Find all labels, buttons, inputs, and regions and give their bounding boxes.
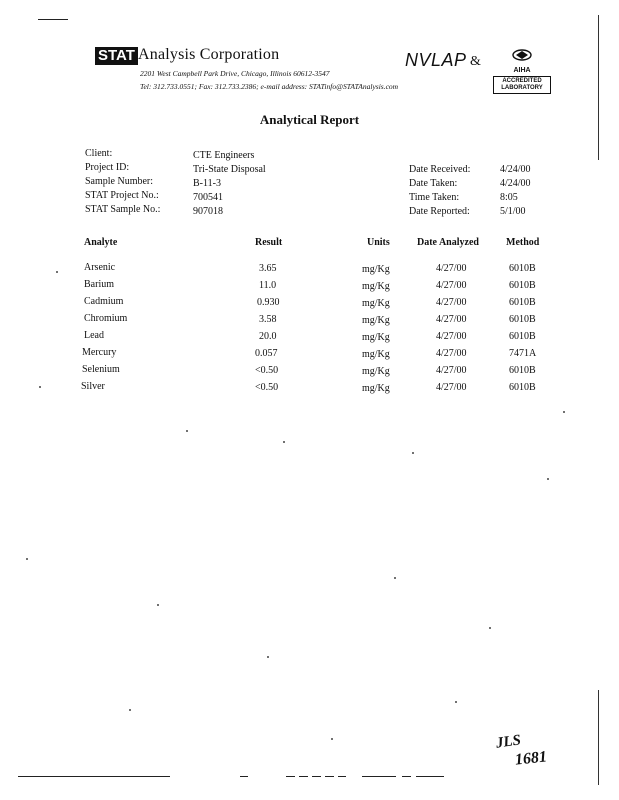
scan-speck [267,656,269,658]
scan-speck [547,478,549,480]
col-header-units: Units [367,237,390,248]
result-cell: 0.057 [255,348,278,359]
company-contact: Tel: 312.733.0551; Fax: 312.733.2386; e-mail address: STATinfo@STATAnalysis.com [140,82,399,91]
analyte-cell: Mercury [82,347,117,358]
date-info-values [500,163,531,219]
units-cell: mg/Kg [362,298,390,309]
analyte-cell: Barium [84,279,114,290]
scan-speck [412,452,414,454]
result-cell: <0.50 [255,382,279,393]
date-analyzed-cell: 4/27/00 [436,382,467,393]
bottom-edge-dash [240,776,248,777]
bottom-edge-dashes-2 [362,776,444,777]
analyte-cell: Silver [81,381,105,392]
right-edge-line-lower [598,690,599,785]
time-taken-value: 8:05 [500,192,518,203]
date-analyzed-cell: 4/27/00 [436,280,467,291]
time-taken-label: Time Taken: [409,192,460,203]
client-info-labels [85,147,160,217]
result-cell: 11.0 [259,280,277,291]
units-cell: mg/Kg [362,383,390,394]
scan-speck [563,411,565,413]
date-received-label: Date Received: [409,164,471,175]
date-analyzed-cell: 4/27/00 [436,314,467,325]
analyte-cell: Cadmium [84,296,124,307]
aiha-emblem-icon [511,49,533,61]
col-header-analyte: Analyte [84,237,118,248]
top-edge-mark [38,19,68,20]
scan-speck [157,604,159,606]
result-cell: 3.58 [259,314,277,325]
result-cell: <0.50 [255,365,279,376]
accredited-laboratory-badge: ACCREDITED LABORATORY [493,76,551,94]
stat-project-no-label: STAT Project No.: [85,190,159,201]
date-reported-value: 5/1/00 [500,206,526,217]
analyte-cell: Chromium [84,313,128,324]
client-label: Client: [85,148,113,159]
date-info-labels [409,163,470,219]
handwritten-initials: JLS [494,732,522,752]
aiha-accreditation-logo [493,48,551,96]
method-cell: 6010B [509,263,536,274]
units-cell: mg/Kg [362,332,390,343]
date-analyzed-cell: 4/27/00 [436,348,467,359]
method-cell: 6010B [509,314,536,325]
method-cell: 6010B [509,331,536,342]
project-id-value: Tri-State Disposal [193,164,266,175]
ampersand: & [470,54,481,69]
report-title: Analytical Report [259,112,360,127]
project-id-label: Project ID: [85,162,130,173]
analyte-cell: Arsenic [84,262,116,273]
stat-project-no-value: 700541 [193,192,223,203]
company-name: Analysis Corporation [138,46,280,63]
result-cell: 3.65 [259,263,277,274]
date-taken-label: Date Taken: [409,178,458,189]
handwritten-page-number: 1681 [514,748,548,769]
company-address: 2201 West Campbell Park Drive, Chicago, Illinois 60612-3547 [140,69,330,78]
units-cell: mg/Kg [362,264,390,275]
units-cell: mg/Kg [362,349,390,360]
nvlap-logo: NVLAP [405,50,467,70]
date-taken-value: 4/24/00 [500,178,531,189]
right-edge-line [598,15,599,160]
stat-sample-no-label: STAT Sample No.: [85,204,161,215]
scan-speck [26,558,28,560]
col-header-method: Method [506,237,540,248]
date-received-value: 4/24/00 [500,164,531,175]
units-cell: mg/Kg [362,366,390,377]
client-value: CTE Engineers [193,150,255,161]
bottom-edge-line [18,776,170,777]
scan-speck [331,738,333,740]
method-cell: 6010B [509,382,536,393]
scan-speck [39,386,41,388]
col-header-result: Result [255,237,283,248]
method-cell: 6010B [509,297,536,308]
sample-number-label: Sample Number: [85,176,154,187]
result-cell: 0.930 [257,297,280,308]
client-info-values [193,149,266,219]
method-cell: 6010B [509,280,536,291]
scan-speck [186,430,188,432]
scan-speck [129,709,131,711]
scan-speck [455,701,457,703]
aiha-name: AIHA [513,67,531,74]
date-reported-label: Date Reported: [409,206,470,217]
date-analyzed-cell: 4/27/00 [436,263,467,274]
scan-speck [489,627,491,629]
method-cell: 6010B [509,365,536,376]
col-header-date-analyzed: Date Analyzed [417,237,479,248]
analyte-cell: Lead [84,330,104,341]
bottom-edge-dashes [286,776,346,777]
scan-speck [283,441,285,443]
units-cell: mg/Kg [362,281,390,292]
date-analyzed-cell: 4/27/00 [436,365,467,376]
date-analyzed-cell: 4/27/00 [436,297,467,308]
scan-speck [56,271,58,273]
date-analyzed-cell: 4/27/00 [436,331,467,342]
analyte-cell: Selenium [82,364,120,375]
scan-speck [394,577,396,579]
stat-sample-no-value: 907018 [193,206,223,217]
sample-number-value: B-11-3 [193,178,221,189]
method-cell: 7471A [509,348,537,359]
units-cell: mg/Kg [362,315,390,326]
stat-logo: STAT [95,47,138,65]
result-cell: 20.0 [259,331,277,342]
